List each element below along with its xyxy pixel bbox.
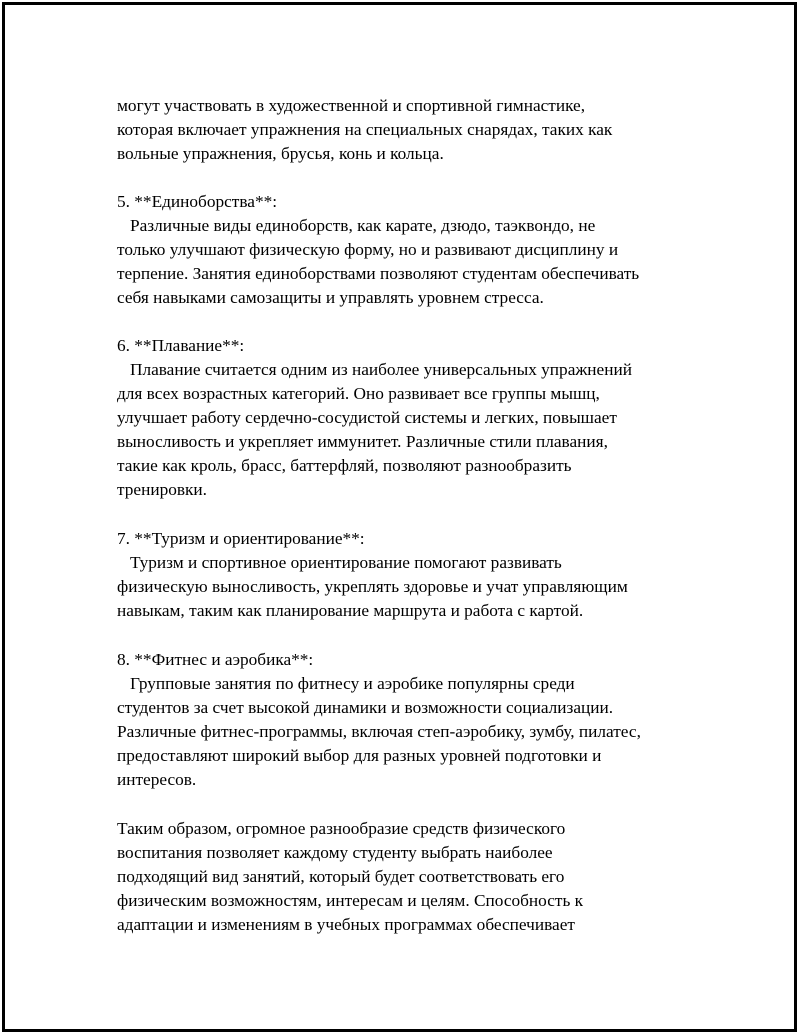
section-heading: 5. **Единоборства**:: [117, 192, 278, 211]
text-line: Различные фитнес-программы, включая степ-аэробику, зумбу, пилатес,: [117, 722, 641, 741]
text-line: себя навыками самозащиты и управлять уровнем стресса.: [117, 288, 544, 307]
section-heading: 7. **Туризм и ориентирование**:: [117, 529, 365, 548]
text-line: адаптации и изменениям в учебных программах обеспечивает: [117, 915, 575, 934]
text-line: физическим возможностям, интересам и целям. Способность к: [117, 891, 584, 910]
text-line: такие как кроль, брасс, баттерфляй, позволяют разнообразить: [117, 456, 572, 475]
text-line: улучшает работу сердечно-сосудистой системы и легких, повышает: [117, 408, 617, 427]
text-line: Различные виды единоборств, как карате, дзюдо, таэквондо, не: [117, 216, 596, 235]
text-line: могут участвовать в художественной и спортивной гимнастике,: [117, 96, 586, 115]
text-line: Туризм и спортивное ориентирование помогают развивать: [117, 553, 562, 572]
text-line: которая включает упражнения на специальных снарядах, таких как: [117, 120, 613, 139]
text-line: физическую выносливость, укреплять здоровье и учат управляющим: [117, 577, 628, 596]
section-heading: 8. **Фитнес и аэробика**:: [117, 650, 314, 669]
text-line: выносливость и укрепляет иммунитет. Различные стили плавания,: [117, 432, 608, 451]
text-line: терпение. Занятия единоборствами позволяют студентам обеспечивать: [117, 264, 640, 283]
text-line: предоставляют широкий выбор для разных уровней подготовки и: [117, 746, 602, 765]
text-line: воспитания позволяет каждому студенту выбрать наиболее: [117, 843, 553, 862]
text-line: вольные упражнения, брусья, конь и кольца.: [117, 144, 444, 163]
section-heading: 6. **Плавание**:: [117, 336, 245, 355]
text-line: навыкам, таким как планирование маршрута и работа с картой.: [117, 601, 584, 620]
text-line: интересов.: [117, 770, 197, 789]
text-line: Таким образом, огромное разнообразие средств физического: [117, 819, 566, 838]
text-line: только улучшают физическую форму, но и развивают дисциплину и: [117, 240, 619, 259]
text-line: для всех возрастных категорий. Оно развивает все группы мышц,: [117, 384, 600, 403]
text-line: тренировки.: [117, 480, 207, 499]
text-line: Плавание считается одним из наиболее универсальных упражнений: [117, 360, 632, 379]
text-line: студентов за счет высокой динамики и возможности социализации.: [117, 698, 614, 717]
text-line: подходящий вид занятий, который будет соответствовать его: [117, 867, 565, 886]
text-line: Групповые занятия по фитнесу и аэробике популярны среди: [117, 674, 575, 693]
